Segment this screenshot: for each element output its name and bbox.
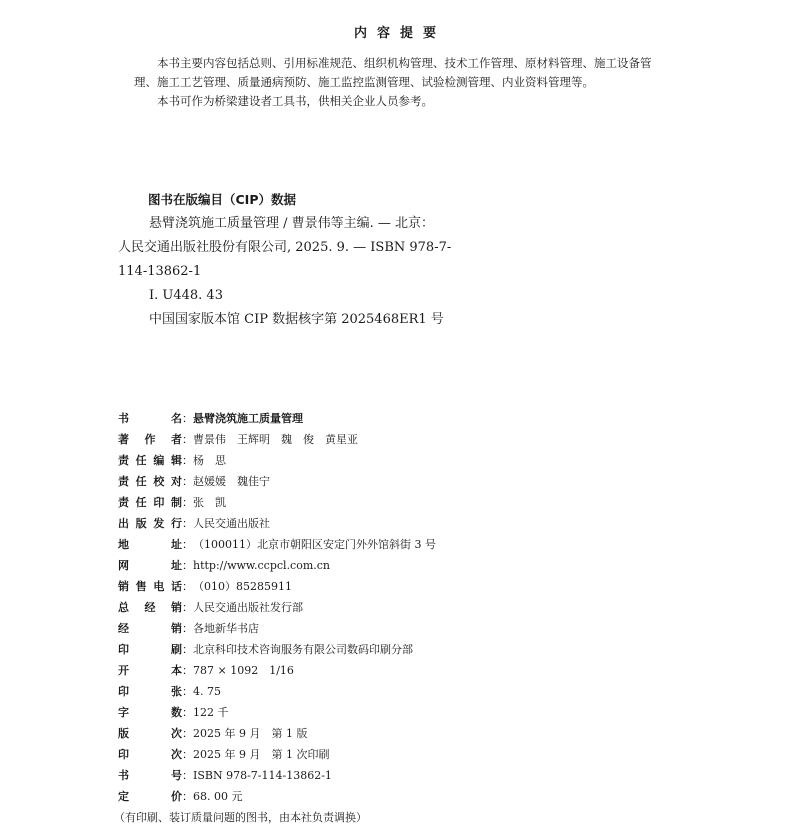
imprint-value: 68. 00 元 bbox=[193, 790, 243, 803]
cip-record bbox=[118, 212, 578, 332]
imprint-label bbox=[118, 786, 182, 807]
imprint-label bbox=[118, 492, 182, 513]
imprint-label-char: 行 bbox=[170, 517, 182, 530]
imprint-row bbox=[118, 450, 678, 471]
imprint-label bbox=[118, 702, 182, 723]
imprint-value: （100011）北京市朝阳区安定门外外馆斜街 3 号 bbox=[193, 538, 436, 551]
imprint-label-char: 版 bbox=[135, 517, 147, 530]
imprint-label-char: 经 bbox=[118, 622, 129, 635]
imprint-label-char: 校 bbox=[153, 475, 165, 488]
imprint-label-char: 数 bbox=[171, 706, 182, 719]
imprint-label-char: 话 bbox=[170, 580, 182, 593]
imprint-label-char: 责 bbox=[118, 454, 129, 467]
imprint-colon: ： bbox=[182, 706, 193, 719]
imprint-row bbox=[118, 702, 678, 723]
imprint-row bbox=[118, 492, 678, 513]
imprint-label bbox=[118, 534, 182, 555]
imprint-label bbox=[118, 513, 182, 534]
imprint-label-char: 销 bbox=[118, 580, 129, 593]
imprint-label bbox=[118, 450, 182, 471]
imprint-value: 122 千 bbox=[193, 706, 229, 719]
imprint-label-char: 任 bbox=[135, 454, 147, 467]
imprint-label-char: 定 bbox=[118, 790, 129, 803]
imprint-colon: ： bbox=[182, 412, 193, 425]
imprint-row bbox=[118, 765, 678, 786]
imprint-label-char: 地 bbox=[118, 538, 129, 551]
imprint-label bbox=[118, 681, 182, 702]
imprint-label-char: 著 bbox=[118, 433, 129, 446]
imprint-row bbox=[118, 639, 678, 660]
imprint-label bbox=[118, 639, 182, 660]
imprint-label bbox=[118, 429, 182, 450]
imprint-row bbox=[118, 681, 678, 702]
imprint-colon: ： bbox=[182, 769, 193, 782]
imprint-label-char: 售 bbox=[135, 580, 147, 593]
imprint-label-char: 责 bbox=[118, 496, 129, 509]
imprint-label bbox=[118, 744, 182, 765]
summary-body bbox=[134, 54, 674, 111]
imprint-colon: ： bbox=[182, 685, 193, 698]
imprint-label-char: 版 bbox=[118, 727, 129, 740]
imprint-colon: ： bbox=[182, 517, 193, 530]
imprint-row bbox=[118, 744, 678, 765]
imprint-label-char: 址 bbox=[171, 538, 182, 551]
imprint-value: 曹景伟 王辉明 魏 俊 黄星亚 bbox=[193, 433, 358, 446]
imprint-label-char: 印 bbox=[118, 643, 129, 656]
imprint-value: ISBN 978-7-114-13862-1 bbox=[193, 769, 332, 782]
imprint-rows bbox=[118, 408, 678, 807]
imprint-value: 2025 年 9 月 第 1 次印刷 bbox=[193, 748, 330, 761]
imprint-colon: ： bbox=[182, 538, 193, 551]
imprint-label bbox=[118, 618, 182, 639]
imprint-label-char: 作 bbox=[144, 433, 156, 446]
imprint-label-char: 本 bbox=[171, 664, 182, 677]
cip-line: 114-13862-1 bbox=[118, 264, 202, 279]
imprint-colon: ： bbox=[182, 580, 193, 593]
imprint-value: 北京科印技术咨询服务有限公司数码印刷分部 bbox=[193, 643, 413, 656]
imprint-label-char: 编 bbox=[153, 454, 165, 467]
imprint-value: （010）85285911 bbox=[193, 580, 292, 593]
imprint-colon: ： bbox=[182, 433, 193, 446]
imprint-value: 张 凯 bbox=[193, 496, 226, 509]
imprint-label-char: 次 bbox=[171, 727, 182, 740]
imprint-value: 赵媛媛 魏佳宁 bbox=[193, 475, 270, 488]
imprint-label-char: 制 bbox=[170, 496, 182, 509]
imprint-row bbox=[118, 576, 678, 597]
imprint-row bbox=[118, 429, 678, 450]
imprint-row bbox=[118, 723, 678, 744]
imprint-colon: ： bbox=[182, 748, 193, 761]
imprint-label bbox=[118, 471, 182, 492]
imprint-label-char: 书 bbox=[118, 412, 129, 425]
imprint-value: 4. 75 bbox=[193, 685, 221, 698]
imprint-label-char: 任 bbox=[135, 496, 147, 509]
imprint-row bbox=[118, 555, 678, 576]
imprint-value: 悬臂浇筑施工质量管理 bbox=[193, 412, 303, 425]
cip-classification: Ⅰ. U448. 43 bbox=[149, 288, 223, 303]
imprint-colon: ： bbox=[182, 559, 193, 572]
imprint-value: 杨 思 bbox=[193, 454, 226, 467]
imprint-label bbox=[118, 597, 182, 618]
imprint-row bbox=[118, 471, 678, 492]
imprint-label-char: 出 bbox=[118, 517, 129, 530]
imprint-label-char: 名 bbox=[171, 412, 182, 425]
summary-title: 内容提要 bbox=[353, 26, 446, 41]
summary-paragraph: 本书可作为桥梁建设者工具书，供相关企业人员参考。 bbox=[157, 94, 433, 108]
imprint-row bbox=[118, 786, 678, 807]
imprint-colon: ： bbox=[182, 601, 193, 614]
imprint-label-char: 电 bbox=[153, 580, 165, 593]
cip-verification-number: 中国国家版本馆 CIP 数据核字第 2025468ER1 号 bbox=[149, 312, 444, 327]
imprint-row bbox=[118, 618, 678, 639]
imprint-label-char: 经 bbox=[144, 601, 156, 614]
cip-line: 人民交通出版社股份有限公司, 2025. 9. — ISBN 978-7- bbox=[118, 240, 452, 255]
imprint-value: http://www.ccpcl.com.cn bbox=[193, 559, 331, 572]
imprint-label-char: 对 bbox=[170, 475, 182, 488]
imprint-label-char: 书 bbox=[118, 769, 129, 782]
imprint-label-char: 价 bbox=[171, 790, 182, 803]
imprint-label-char: 刷 bbox=[171, 643, 182, 656]
imprint-label-char: 号 bbox=[171, 769, 182, 782]
imprint-colon: ： bbox=[182, 622, 193, 635]
imprint-value: 各地新华书店 bbox=[193, 622, 259, 635]
imprint-label-char: 印 bbox=[153, 496, 165, 509]
imprint-colon: ： bbox=[182, 727, 193, 740]
imprint-row bbox=[118, 597, 678, 618]
imprint-label-char: 销 bbox=[171, 601, 182, 614]
quality-note: （有印刷、装订质量问题的图书，由本社负责调换） bbox=[114, 811, 367, 824]
imprint-label-char: 任 bbox=[135, 475, 147, 488]
imprint-row bbox=[118, 408, 678, 429]
imprint-colon: ： bbox=[182, 475, 193, 488]
imprint-label bbox=[118, 576, 182, 597]
imprint-row bbox=[118, 534, 678, 555]
imprint-label-char: 网 bbox=[118, 559, 129, 572]
imprint-label-char: 印 bbox=[118, 685, 129, 698]
imprint-label-char: 总 bbox=[118, 601, 129, 614]
imprint-value: 人民交通出版社 bbox=[193, 517, 270, 530]
imprint-block bbox=[114, 408, 678, 828]
imprint-label bbox=[118, 408, 182, 429]
imprint-label-char: 字 bbox=[118, 706, 129, 719]
imprint-colon: ： bbox=[182, 790, 193, 803]
imprint-label bbox=[118, 555, 182, 576]
imprint-label bbox=[118, 660, 182, 681]
summary-paragraph: 本书主要内容包括总则、引用标准规范、组织机构管理、技术工作管理、原材料管理、施工设备管理、施工工艺管理、质量通病预防、施工监控监测管理、试验检测管理、内业资料管理等。 bbox=[134, 56, 652, 89]
imprint-label bbox=[118, 765, 182, 786]
imprint-colon: ： bbox=[182, 496, 193, 509]
imprint-label bbox=[118, 723, 182, 744]
imprint-value: 2025 年 9 月 第 1 版 bbox=[193, 727, 308, 740]
imprint-label-char: 销 bbox=[171, 622, 182, 635]
imprint-label-char: 印 bbox=[118, 748, 129, 761]
imprint-row bbox=[118, 660, 678, 681]
imprint-value: 人民交通出版社发行部 bbox=[193, 601, 303, 614]
imprint-label-char: 辑 bbox=[170, 454, 182, 467]
imprint-colon: ： bbox=[182, 643, 193, 656]
imprint-label-char: 者 bbox=[171, 433, 182, 446]
imprint-label-char: 发 bbox=[153, 517, 165, 530]
imprint-label-char: 次 bbox=[171, 748, 182, 761]
cip-line: 悬臂浇筑施工质量管理 / 曹景伟等主编. — 北京： bbox=[149, 216, 435, 231]
imprint-colon: ： bbox=[182, 664, 193, 677]
imprint-label-char: 址 bbox=[171, 559, 182, 572]
imprint-label-char: 张 bbox=[171, 685, 182, 698]
imprint-label-char: 开 bbox=[118, 664, 129, 677]
imprint-colon: ： bbox=[182, 454, 193, 467]
cip-heading: 图书在版编目（CIP）数据 bbox=[148, 192, 296, 207]
imprint-label-char: 责 bbox=[118, 475, 129, 488]
imprint-row bbox=[118, 513, 678, 534]
imprint-value: 787 × 1092 1/16 bbox=[193, 664, 294, 677]
